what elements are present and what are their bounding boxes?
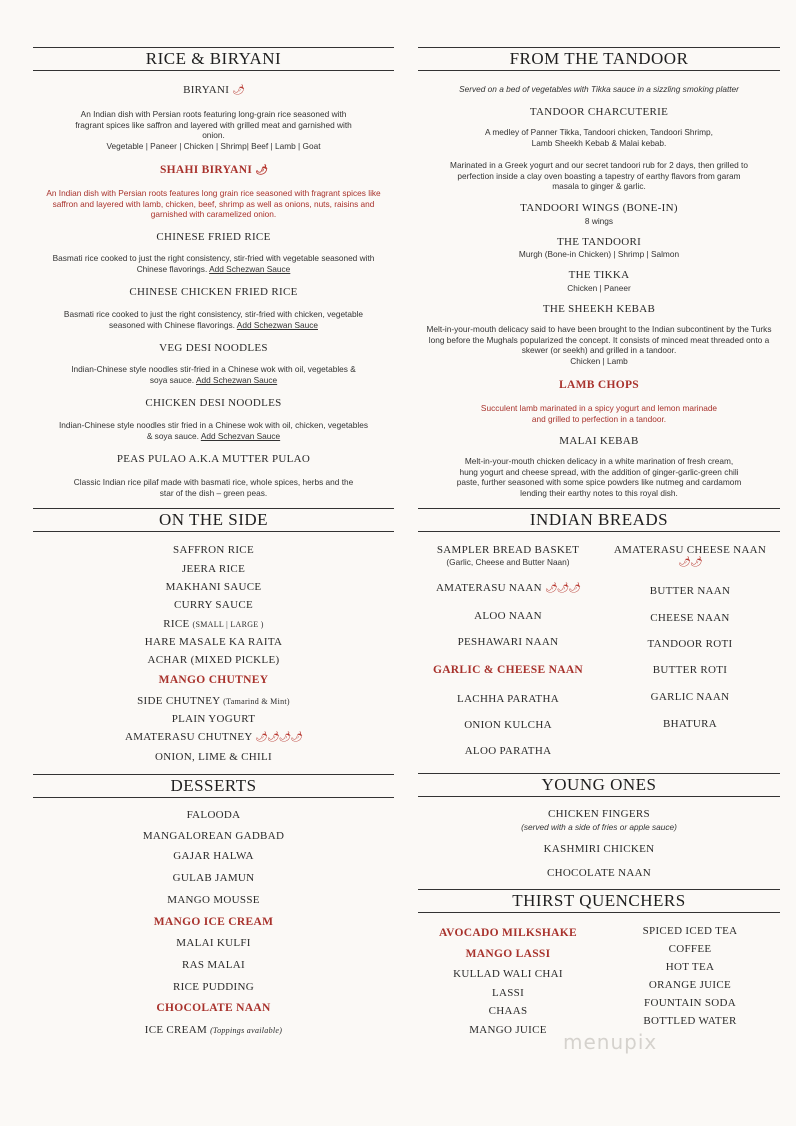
- biryani-item: [33, 84, 394, 96]
- chili-pepper-icon: 🌶🌶🌶: [544, 583, 581, 594]
- bread-amaterasu-naan: AMATERASU NAAN 🌶🌶🌶: [435, 582, 581, 594]
- tandoor-section-header: FROM THE TANDOOR: [418, 47, 780, 71]
- dessert-item: RAS MALAI: [182, 959, 245, 971]
- the-tandoori-name: THE TANDOORI: [556, 236, 642, 248]
- bread-sampler-note: (Garlic, Cheese and Butter Naan): [446, 557, 570, 567]
- bread-sampler: SAMPLER BREAD BASKET: [436, 544, 580, 556]
- malai-kebab-desc: Melt-in-your-mouth chicken delicacy in a white marination of fresh cream, hung yogurt and cheese spread, with the addition of ginger-garlic-green chili paste, further seasoned with some spice powders like nutmeg and cardamom lending their earthy notes to this royal dish.: [456, 456, 742, 498]
- watermark: menupix: [563, 1030, 658, 1054]
- veg-desi-noodles-name: VEG DESI NOODLES: [159, 342, 268, 354]
- bread-item: TANDOOR ROTI: [647, 638, 733, 650]
- side-item: CURRY SAUCE: [174, 599, 253, 611]
- dessert-item: MANGALOREAN GADBAD: [142, 830, 285, 842]
- tandoor-charcuterie-desc2: Marinated in a Greek yogurt and our secret tandoori rub for 2 days, then grilled to perfection inside a clay oven boasting a tapestry of earthy flavors from garam masala to ginger & garlic.: [450, 160, 748, 191]
- tandoor-charcuterie-name: TANDOOR CHARCUTERIE: [529, 106, 669, 118]
- drink-item: ORANGE JUICE: [648, 979, 732, 991]
- young-kashmiri-chicken: KASHMIRI CHICKEN: [543, 843, 655, 855]
- side-item: SAFFRON RICE: [173, 544, 254, 556]
- the-tandoori-sub: Murgh (Bone-in Chicken) | Shrimp | Salmon: [518, 249, 680, 259]
- young-chicken-fingers-note: (served with a side of fries or apple sauce): [521, 822, 677, 832]
- bread-item: ALOO PARATHA: [464, 745, 552, 757]
- drink-item: FOUNTAIN SODA: [644, 997, 736, 1009]
- young-chocolate-naan: CHOCOLATE NAAN: [546, 867, 652, 879]
- side-item-mango-chutney: MANGO CHUTNEY: [158, 674, 269, 686]
- bread-amaterasu-cheese: AMATERASU CHEESE NAAN 🌶🌶: [613, 544, 767, 568]
- lamb-chops-name: LAMB CHOPS: [559, 379, 639, 391]
- tandoori-wings-name: TANDOORI WINGS (BONE-IN): [520, 202, 678, 214]
- dessert-item: MANGO MOUSSE: [167, 894, 260, 906]
- drink-mango-lassi: MANGO LASSI: [465, 948, 551, 960]
- dessert-item: MALAI KULFI: [176, 937, 251, 949]
- chinese-fried-rice-desc: Basmati rice cooked to just the right consistency, stir-fried with vegetable seasoned with Chinese flavorings. Add Schezwan Sauce: [52, 253, 375, 274]
- chinese-chicken-fried-rice-desc: Basmati rice cooked to just the right consistency, stir-fried with chicken, vegetable seasoned with Chinese flavorings. Add Schezwan Sauce: [63, 309, 364, 330]
- bread-item: ONION KULCHA: [464, 719, 552, 731]
- desserts-section-header: DESSERTS: [33, 774, 394, 798]
- chili-pepper-icon: 🌶🌶🌶🌶: [255, 732, 303, 743]
- side-item: MAKHANI SAUCE: [165, 581, 262, 593]
- bread-item: BUTTER ROTI: [652, 664, 728, 676]
- bread-item: CHEESE NAAN: [650, 612, 730, 624]
- drink-item: LASSI: [491, 987, 525, 999]
- chili-pepper-icon: 🌶: [232, 85, 244, 96]
- side-item-yogurt: PLAIN YOGURT: [171, 713, 256, 725]
- drink-item: KULLAD WALI CHAI: [453, 968, 563, 980]
- side-item-onion: ONION, LIME & CHILI: [155, 751, 272, 763]
- dessert-chocolate-naan: CHOCOLATE NAAN: [156, 1002, 271, 1014]
- drink-item: CHAAS: [488, 1005, 528, 1017]
- dessert-item: RICE PUDDING: [173, 981, 254, 993]
- young-chicken-fingers: CHICKEN FINGERS: [548, 808, 650, 820]
- drink-item: COFFEE: [668, 943, 712, 955]
- drink-item: MANGO JUICE: [469, 1024, 547, 1036]
- chinese-fried-rice-name: CHINESE FRIED RICE: [156, 231, 271, 243]
- sheekh-kebab-desc: Melt-in-your-mouth delicacy said to have been brought to the Indian subcontinent by the Turks long before the Mughals popularized the concept. It consists of minced meat threaded onto a skewer (or seekh) and grilled in a tandoor.: [426, 324, 772, 355]
- veg-desi-noodles-desc: Indian-Chinese style noodles stir-fried in a Chinese wok with oil, vegetables & soya sauce. Add Schezwan Sauce: [71, 364, 356, 385]
- bread-item: ALOO NAAN: [474, 610, 542, 622]
- breads-section-header: INDIAN BREADS: [418, 508, 780, 532]
- chili-pepper-icon: 🌶: [255, 165, 268, 176]
- the-tikka-sub: Chicken | Paneer: [567, 283, 631, 293]
- shahi-biryani-item: [33, 164, 394, 176]
- dessert-mango-ice-cream: MANGO ICE CREAM: [153, 916, 274, 928]
- side-item-rice: RICE (SMALL | LARGE ): [163, 618, 264, 630]
- bread-item: PESHAWARI NAAN: [457, 636, 559, 648]
- shahi-biryani-name: SHAHI BIRYANI: [159, 164, 253, 176]
- lamb-chops-desc: Succulent lamb marinated in a spicy yogurt and lemon marinade and grilled to perfection in a tandoor.: [480, 403, 718, 424]
- side-item-raita: HARE MASALE KA RAITA: [144, 636, 283, 648]
- peas-pulao-desc: Classic Indian rice pilaf made with basmati rice, whole spices, herbs and the star of the dish – green peas.: [73, 477, 354, 498]
- chicken-desi-noodles-desc: Indian-Chinese style noodles stir fried in a Chinese wok with oil, chicken, vegetables & soya sauce. Add Schezvan Sauce: [59, 420, 368, 441]
- peas-pulao-name: PEAS PULAO A.K.A MUTTER PULAO: [116, 453, 311, 465]
- dessert-ice-cream: ICE CREAM (Toppings available): [144, 1024, 283, 1036]
- biryani-options: Vegetable | Paneer | Chicken | Shrimp| Beef | Lamb | Goat: [106, 141, 321, 151]
- side-item-side-chutney: SIDE CHUTNEY (Tamarind & Mint): [137, 695, 290, 707]
- side-section-header: ON THE SIDE: [33, 508, 394, 532]
- sheekh-kebab-name: THE SHEEKH KEBAB: [542, 303, 656, 315]
- chinese-chicken-fried-rice-name: CHINESE CHICKEN FRIED RICE: [129, 286, 298, 298]
- sheekh-kebab-sub: Chicken | Lamb: [570, 356, 628, 366]
- biryani-desc: An Indian dish with Persian roots featuring long-grain rice seasoned with fragrant spices like saffron and layered with grilled meat and garnished with onion.: [75, 109, 352, 140]
- dessert-item: FALOODA: [186, 809, 241, 821]
- chili-pepper-icon: 🌶🌶: [678, 557, 702, 568]
- young-section-header: YOUNG ONES: [418, 773, 780, 797]
- dessert-item: GAJAR HALWA: [173, 850, 254, 862]
- drink-item: BOTTLED WATER: [643, 1015, 737, 1027]
- tandoor-subtitle: Served on a bed of vegetables with Tikka sauce in a sizzling smoking platter: [459, 84, 739, 94]
- bread-garlic-cheese: GARLIC & CHEESE NAAN: [432, 664, 584, 676]
- bread-item: BUTTER NAAN: [649, 585, 731, 597]
- bread-item: GARLIC NAAN: [650, 691, 730, 703]
- the-tikka-name: THE TIKKA: [568, 269, 630, 281]
- shahi-biryani-desc: An Indian dish with Persian roots features long grain rice seasoned with fragrant spices like saffron and layered with lamb, chicken, beef, shrimp as well as onions, nuts, raisins and garnished with caramelized onion.: [46, 188, 381, 219]
- side-item-achar: ACHAR (MIXED PICKLE): [147, 654, 280, 666]
- drink-item: HOT TEA: [665, 961, 715, 973]
- side-item: JEERA RICE: [181, 563, 246, 575]
- tandoori-wings-sub: 8 wings: [584, 216, 614, 226]
- drink-item: SPICED ICED TEA: [642, 925, 738, 937]
- dessert-item: GULAB JAMUN: [172, 872, 255, 884]
- tandoor-charcuterie-desc: A medley of Panner Tikka, Tandoori chicken, Tandoori Shrimp, Lamb Sheekh Kebab & Malai kebab.: [485, 127, 713, 148]
- rice-section-header: RICE & BIRYANI: [33, 47, 394, 71]
- drink-avocado-milkshake: AVOCADO MILKSHAKE: [439, 927, 577, 939]
- biryani-name: BIRYANI: [183, 84, 230, 96]
- drinks-section-header: THIRST QUENCHERS: [418, 889, 780, 913]
- malai-kebab-name: MALAI KEBAB: [559, 435, 639, 447]
- side-item-amaterasu: AMATERASU CHUTNEY 🌶🌶🌶🌶: [124, 731, 303, 743]
- bread-item: LACHHA PARATHA: [457, 693, 559, 705]
- chicken-desi-noodles-name: CHICKEN DESI NOODLES: [145, 397, 282, 409]
- bread-item: BHATURA: [662, 718, 718, 730]
